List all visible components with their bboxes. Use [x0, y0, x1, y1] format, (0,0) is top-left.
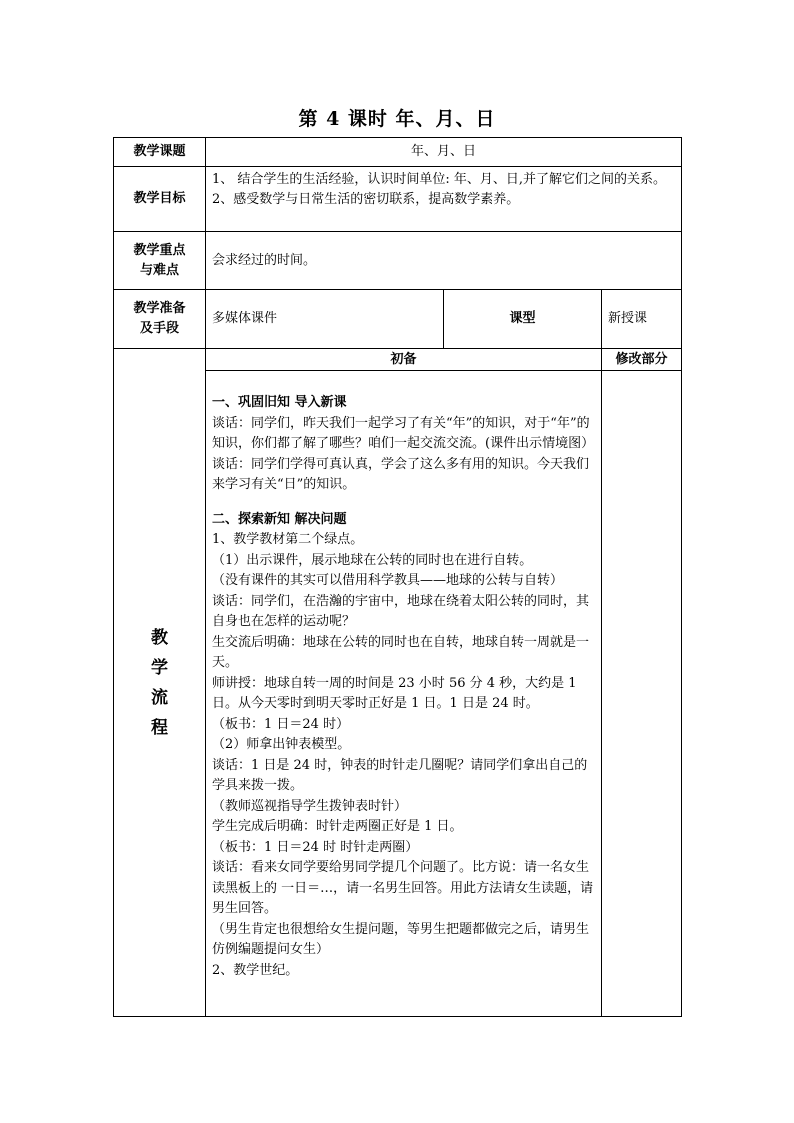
flow-paragraph: 谈话：同学们，昨天我们一起学习了有关“年”的知识，对于“年”的知识，你们都了解了哪些？咱们一起交流交流。(课件出示情境图） — [212, 415, 595, 451]
flow-paragraph: （教师巡视指导学生拨钟表时针） — [212, 798, 408, 814]
goal-line-2: 2、感受数学与日常生活的密切联系，提高数学素养。 — [212, 192, 520, 207]
goals-value — [206, 167, 682, 232]
flow-paragraph: 谈话：1 日是 24 时，钟表的时针走几圈呢？请同学们拿出自己的学具来拨一拨。 — [212, 757, 588, 793]
draft-column-header: 初备 — [206, 349, 602, 371]
row-key-points — [114, 232, 682, 290]
section-heading-1: 一、巩固旧知 导入新课 — [212, 395, 347, 410]
flow-label — [114, 349, 206, 1017]
flow-paragraph: （板书：1 日＝24 时） — [212, 716, 350, 732]
revise-column-header: 修改部分 — [602, 349, 682, 371]
row-flow-header — [114, 349, 682, 371]
flow-paragraph: 谈话：同学们学得可真认真，学会了这么多有用的知识。今天我们来学习有关“日”的知识。 — [212, 456, 590, 492]
key-label — [114, 232, 206, 290]
goals-label: 教学目标 — [114, 167, 206, 232]
prep-label-line-1: 教学准备 — [133, 301, 186, 316]
section-heading-2: 二、探索新知 解决问题 — [212, 511, 347, 527]
key-label-line-1: 教学重点 — [133, 242, 186, 258]
flow-paragraph: 生交流后明确：地球在公转的同时也在自转，地球自转一周就是一天。 — [212, 634, 590, 670]
page-title: 第 4 课时 年、月、日 — [298, 108, 496, 130]
topic-value: 年、月、日 — [206, 138, 682, 167]
key-value: 会求经过的时间。 — [206, 232, 682, 290]
key-label-line-2: 与难点 — [139, 262, 179, 278]
lesson-type-label: 课型 — [444, 290, 602, 349]
flow-paragraph: 2、教学世纪。 — [212, 962, 299, 978]
flow-paragraph: 学生完成后明确：时针走两圈正好是 1 日。 — [212, 819, 463, 834]
lesson-plan-table — [113, 137, 682, 1017]
flow-paragraph: （板书：1 日＝24 时 时针走两圈） — [212, 839, 419, 855]
lesson-type-value: 新授课 — [602, 290, 682, 349]
prep-label — [114, 290, 206, 349]
flow-paragraph: （2）师拿出钟表模型。 — [212, 737, 351, 752]
prep-value: 多媒体课件 — [206, 290, 444, 349]
flow-label-char-4: 程 — [151, 717, 168, 738]
flow-paragraph: 1、教学教材第二个绿点。 — [212, 532, 364, 547]
flow-paragraph: 谈话：同学们，在浩瀚的宇宙中，地球在绕着太阳公转的同时，其自身也在怎样的运动呢？ — [212, 593, 590, 629]
flow-paragraph: 谈话：看来女同学要给男同学提几个问题了。比方说：请一名女生读黑板上的 一日＝…，请一名男生回答。用此方法请女生读题，请男生回答。 — [212, 860, 594, 916]
flow-paragraph: （没有课件的其实可以借用科学教具——地球的公转与自转） — [212, 573, 564, 588]
flow-label-char-1: 教 — [151, 627, 168, 648]
flow-label-char-3: 流 — [151, 687, 168, 708]
flow-paragraph: （1）出示课件，展示地球在公转的同时也在进行自转。 — [212, 552, 533, 568]
row-preparation — [114, 290, 682, 349]
topic-label: 教学课题 — [114, 138, 206, 167]
flow-content — [206, 371, 602, 1017]
row-goals — [114, 167, 682, 232]
row-topic — [114, 138, 682, 167]
goal-line-1: 1、 结合学生的生活经验，认识时间单位: 年、月、日,并了解它们之间的关系。 — [212, 172, 667, 187]
flow-paragraph: 师讲授：地球自转一周的时间是 23 小时 56 分 4 秒，大约是 1 日。从今天零时到明天零时正好是 1 日。1 日是 24 时。 — [212, 675, 577, 711]
prep-label-line-2: 及手段 — [139, 321, 179, 336]
flow-label-char-2: 学 — [151, 657, 168, 678]
revise-column — [602, 371, 682, 1017]
flow-paragraph: （男生肯定也很想给女生提问题，等男生把题都做完之后，请男生仿例编题提问女生） — [212, 921, 590, 957]
